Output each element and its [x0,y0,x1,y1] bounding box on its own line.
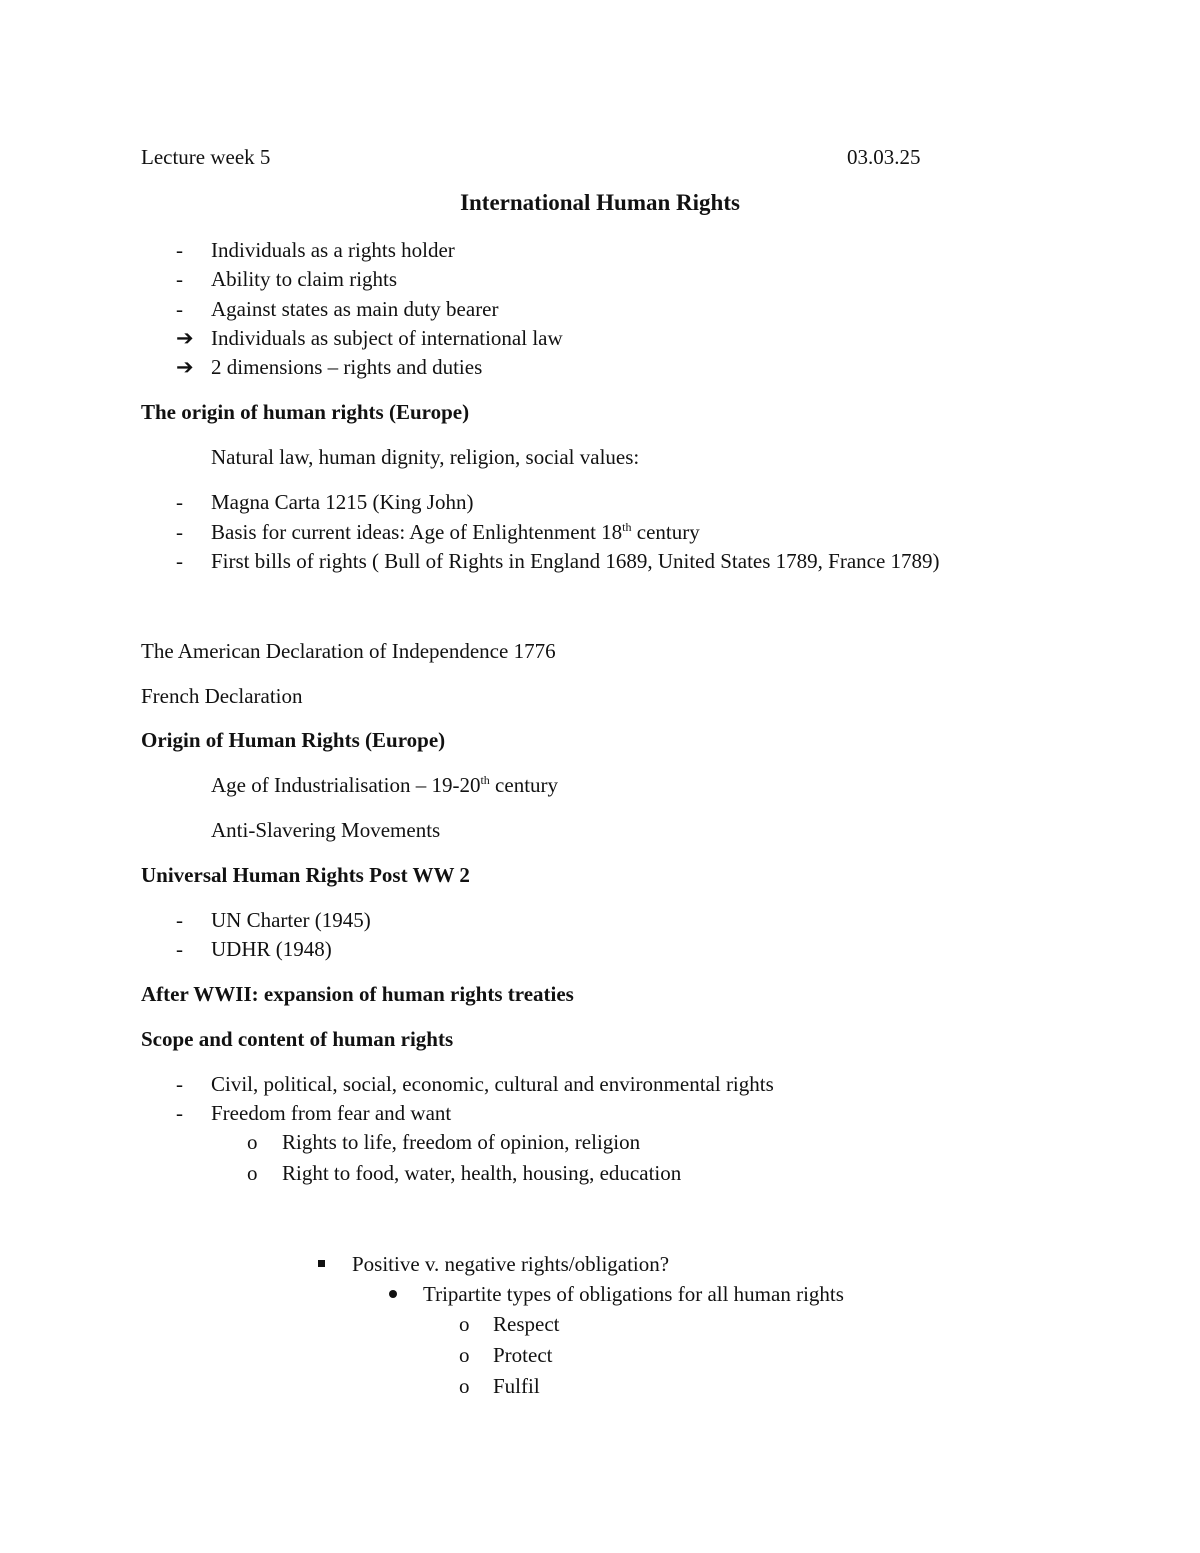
lecture-label: Lecture week 5 [141,145,271,169]
superscript: th [480,773,490,787]
circle-marker: o [459,1374,470,1398]
list-item: Individuals as subject of international law [211,326,563,350]
list-item: Positive v. negative rights/obligation? [352,1252,670,1276]
list-item: Against states as main duty bearer [211,297,499,321]
superscript: th [622,520,632,534]
section-heading: Universal Human Rights Post WW 2 [141,863,470,887]
circle-marker: o [459,1343,470,1367]
paragraph: Anti-Slavering Movements [211,818,441,842]
dash-marker: - [176,937,183,961]
list-item: Magna Carta 1215 (King John) [211,490,474,514]
list-item: 2 dimensions – rights and duties [211,355,483,379]
paragraph [211,773,558,797]
list-item: Rights to life, freedom of opinion, religion [282,1130,641,1154]
list-item: Protect [493,1343,553,1367]
dash-marker: - [176,1101,183,1125]
list-item: UN Charter (1945) [211,908,371,932]
list-item: First bills of rights ( Bull of Rights in England 1689, United States 1789, France 1789) [211,549,940,573]
dash-marker: - [176,549,183,573]
document-title: International Human Rights [460,190,740,215]
paragraph-text: Age of Industrialisation – 19-20 [211,773,481,797]
circle-marker: o [459,1312,470,1336]
circle-marker: o [247,1161,258,1185]
square-bullet-icon [318,1260,325,1267]
paragraph: Natural law, human dignity, religion, social values: [211,445,640,469]
list-item: Tripartite types of obligations for all human rights [423,1282,844,1306]
list-item-text: Basis for current ideas: Age of Enlightenment 18 [211,520,623,544]
circle-marker: o [247,1130,258,1154]
arrow-icon: ➔ [176,326,194,350]
list-item: Fulfil [493,1374,540,1398]
arrow-icon: ➔ [176,355,194,379]
dash-marker: - [176,908,183,932]
bullet-dot-icon [389,1290,397,1298]
paragraph-text: century [489,773,559,797]
list-item: Civil, political, social, economic, cultural and environmental rights [211,1072,774,1096]
paragraph: French Declaration [141,684,303,708]
list-item: Right to food, water, health, housing, education [282,1161,682,1185]
list-item: Respect [493,1312,560,1336]
section-heading: After WWII: expansion of human rights treaties [141,982,574,1006]
list-item-text: century [631,520,700,544]
paragraph: The American Declaration of Independence 1776 [141,639,556,663]
dash-marker: - [176,267,183,291]
dash-marker: - [176,238,183,262]
section-heading: Origin of Human Rights (Europe) [141,728,446,752]
dash-marker: - [176,490,183,514]
list-item: UDHR (1948) [211,937,332,961]
dash-marker: - [176,1072,183,1096]
list-item: Freedom from fear and want [211,1101,452,1125]
list-item: Ability to claim rights [211,267,398,291]
list-item [211,520,700,544]
dash-marker: - [176,520,183,544]
dash-marker: - [176,297,183,321]
list-item: Individuals as a rights holder [211,238,455,262]
section-heading: Scope and content of human rights [141,1027,454,1051]
lecture-date: 03.03.25 [847,145,921,169]
section-heading: The origin of human rights (Europe) [141,400,470,424]
